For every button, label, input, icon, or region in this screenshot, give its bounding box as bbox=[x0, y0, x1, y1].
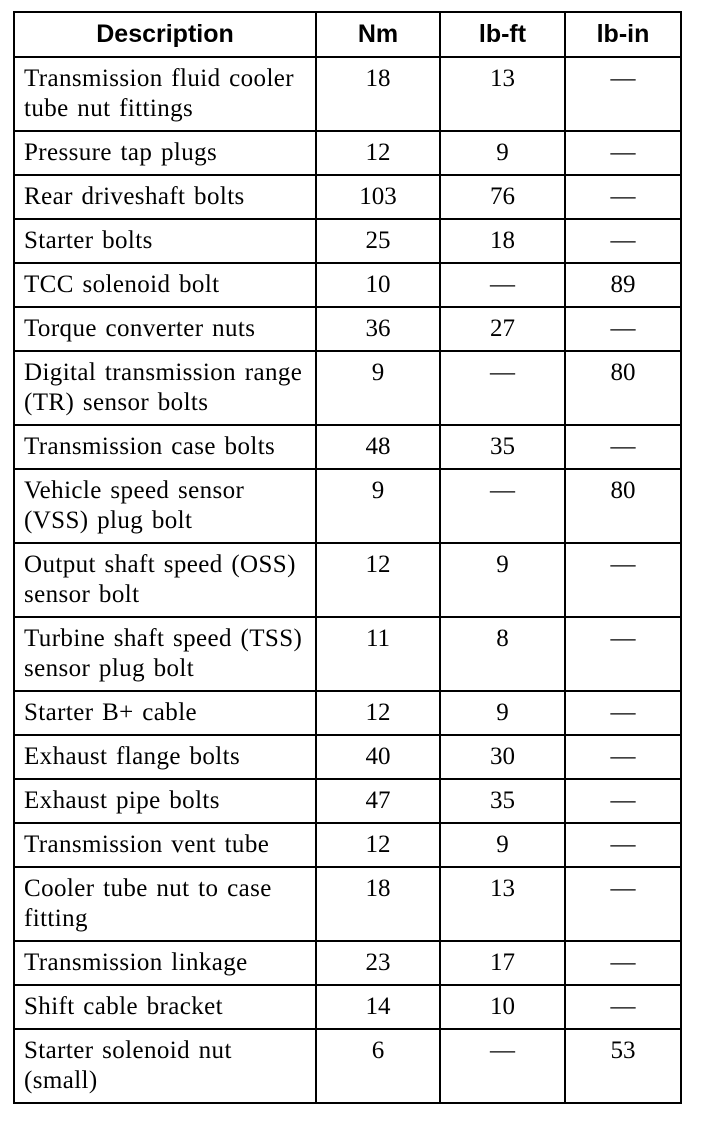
cell-lb-ft: — bbox=[440, 469, 565, 543]
cell-lb-in: — bbox=[565, 779, 681, 823]
cell-lb-in: — bbox=[565, 691, 681, 735]
cell-lb-ft: 9 bbox=[440, 823, 565, 867]
header-lb-in: lb-in bbox=[565, 12, 681, 57]
cell-description: Digital transmission range (TR) sensor bolts bbox=[14, 351, 316, 425]
cell-lb-in: 80 bbox=[565, 469, 681, 543]
cell-lb-ft: 30 bbox=[440, 735, 565, 779]
cell-lb-ft: 17 bbox=[440, 941, 565, 985]
cell-nm: 40 bbox=[316, 735, 440, 779]
cell-nm: 23 bbox=[316, 941, 440, 985]
cell-nm: 103 bbox=[316, 175, 440, 219]
table-body bbox=[14, 57, 681, 1103]
cell-description: Rear driveshaft bolts bbox=[14, 175, 316, 219]
cell-nm: 12 bbox=[316, 543, 440, 617]
cell-lb-ft: 9 bbox=[440, 543, 565, 617]
cell-description: Turbine shaft speed (TSS) sensor plug bolt bbox=[14, 617, 316, 691]
cell-nm: 10 bbox=[316, 263, 440, 307]
cell-description: TCC solenoid bolt bbox=[14, 263, 316, 307]
cell-nm: 18 bbox=[316, 867, 440, 941]
cell-lb-ft: 13 bbox=[440, 867, 565, 941]
table-row bbox=[14, 263, 681, 307]
table-row bbox=[14, 823, 681, 867]
cell-lb-ft: 9 bbox=[440, 691, 565, 735]
cell-lb-in: — bbox=[565, 131, 681, 175]
cell-lb-ft: 8 bbox=[440, 617, 565, 691]
table-row bbox=[14, 779, 681, 823]
table-row bbox=[14, 469, 681, 543]
cell-nm: 9 bbox=[316, 469, 440, 543]
table-row bbox=[14, 1029, 681, 1103]
table-row bbox=[14, 985, 681, 1029]
cell-description: Starter solenoid nut (small) bbox=[14, 1029, 316, 1103]
cell-nm: 12 bbox=[316, 691, 440, 735]
table-row bbox=[14, 941, 681, 985]
cell-description: Torque converter nuts bbox=[14, 307, 316, 351]
header-description: Description bbox=[14, 12, 316, 57]
cell-nm: 11 bbox=[316, 617, 440, 691]
cell-description: Vehicle speed sensor (VSS) plug bolt bbox=[14, 469, 316, 543]
cell-lb-ft: 35 bbox=[440, 425, 565, 469]
cell-description: Transmission fluid cooler tube nut fittings bbox=[14, 57, 316, 131]
cell-lb-in: — bbox=[565, 543, 681, 617]
table-row bbox=[14, 735, 681, 779]
table-row bbox=[14, 307, 681, 351]
cell-description: Transmission vent tube bbox=[14, 823, 316, 867]
cell-lb-in: — bbox=[565, 219, 681, 263]
table-row bbox=[14, 425, 681, 469]
cell-nm: 12 bbox=[316, 131, 440, 175]
table-row bbox=[14, 543, 681, 617]
cell-lb-in: — bbox=[565, 175, 681, 219]
cell-nm: 14 bbox=[316, 985, 440, 1029]
cell-lb-in: — bbox=[565, 941, 681, 985]
cell-lb-ft: 13 bbox=[440, 57, 565, 131]
header-row bbox=[14, 12, 681, 57]
cell-nm: 6 bbox=[316, 1029, 440, 1103]
cell-nm: 25 bbox=[316, 219, 440, 263]
table-row bbox=[14, 867, 681, 941]
cell-lb-ft: 18 bbox=[440, 219, 565, 263]
cell-lb-ft: 9 bbox=[440, 131, 565, 175]
cell-description: Exhaust flange bolts bbox=[14, 735, 316, 779]
table-row bbox=[14, 617, 681, 691]
cell-lb-in: 89 bbox=[565, 263, 681, 307]
cell-description: Shift cable bracket bbox=[14, 985, 316, 1029]
cell-lb-in: — bbox=[565, 307, 681, 351]
cell-description: Pressure tap plugs bbox=[14, 131, 316, 175]
cell-nm: 47 bbox=[316, 779, 440, 823]
cell-description: Output shaft speed (OSS) sensor bolt bbox=[14, 543, 316, 617]
torque-spec-table bbox=[13, 11, 682, 1104]
header-lb-ft: lb-ft bbox=[440, 12, 565, 57]
cell-description: Starter B+ cable bbox=[14, 691, 316, 735]
cell-nm: 48 bbox=[316, 425, 440, 469]
cell-description: Transmission case bolts bbox=[14, 425, 316, 469]
cell-lb-in: — bbox=[565, 823, 681, 867]
cell-description: Cooler tube nut to case fitting bbox=[14, 867, 316, 941]
cell-nm: 12 bbox=[316, 823, 440, 867]
cell-lb-in: — bbox=[565, 735, 681, 779]
cell-lb-ft: 76 bbox=[440, 175, 565, 219]
cell-lb-ft: 35 bbox=[440, 779, 565, 823]
cell-lb-in: 53 bbox=[565, 1029, 681, 1103]
table-row bbox=[14, 691, 681, 735]
cell-nm: 18 bbox=[316, 57, 440, 131]
cell-description: Exhaust pipe bolts bbox=[14, 779, 316, 823]
cell-lb-ft: — bbox=[440, 1029, 565, 1103]
cell-lb-in: — bbox=[565, 867, 681, 941]
cell-lb-in: — bbox=[565, 57, 681, 131]
table-row bbox=[14, 131, 681, 175]
header-nm: Nm bbox=[316, 12, 440, 57]
cell-lb-ft: 27 bbox=[440, 307, 565, 351]
table-row bbox=[14, 57, 681, 131]
cell-lb-ft: — bbox=[440, 351, 565, 425]
cell-description: Starter bolts bbox=[14, 219, 316, 263]
cell-nm: 36 bbox=[316, 307, 440, 351]
cell-lb-in: 80 bbox=[565, 351, 681, 425]
cell-description: Transmission linkage bbox=[14, 941, 316, 985]
table-header bbox=[14, 12, 681, 57]
table-row bbox=[14, 351, 681, 425]
cell-lb-in: — bbox=[565, 617, 681, 691]
cell-nm: 9 bbox=[316, 351, 440, 425]
cell-lb-in: — bbox=[565, 425, 681, 469]
cell-lb-in: — bbox=[565, 985, 681, 1029]
cell-lb-ft: — bbox=[440, 263, 565, 307]
table-row bbox=[14, 219, 681, 263]
cell-lb-ft: 10 bbox=[440, 985, 565, 1029]
table-row bbox=[14, 175, 681, 219]
